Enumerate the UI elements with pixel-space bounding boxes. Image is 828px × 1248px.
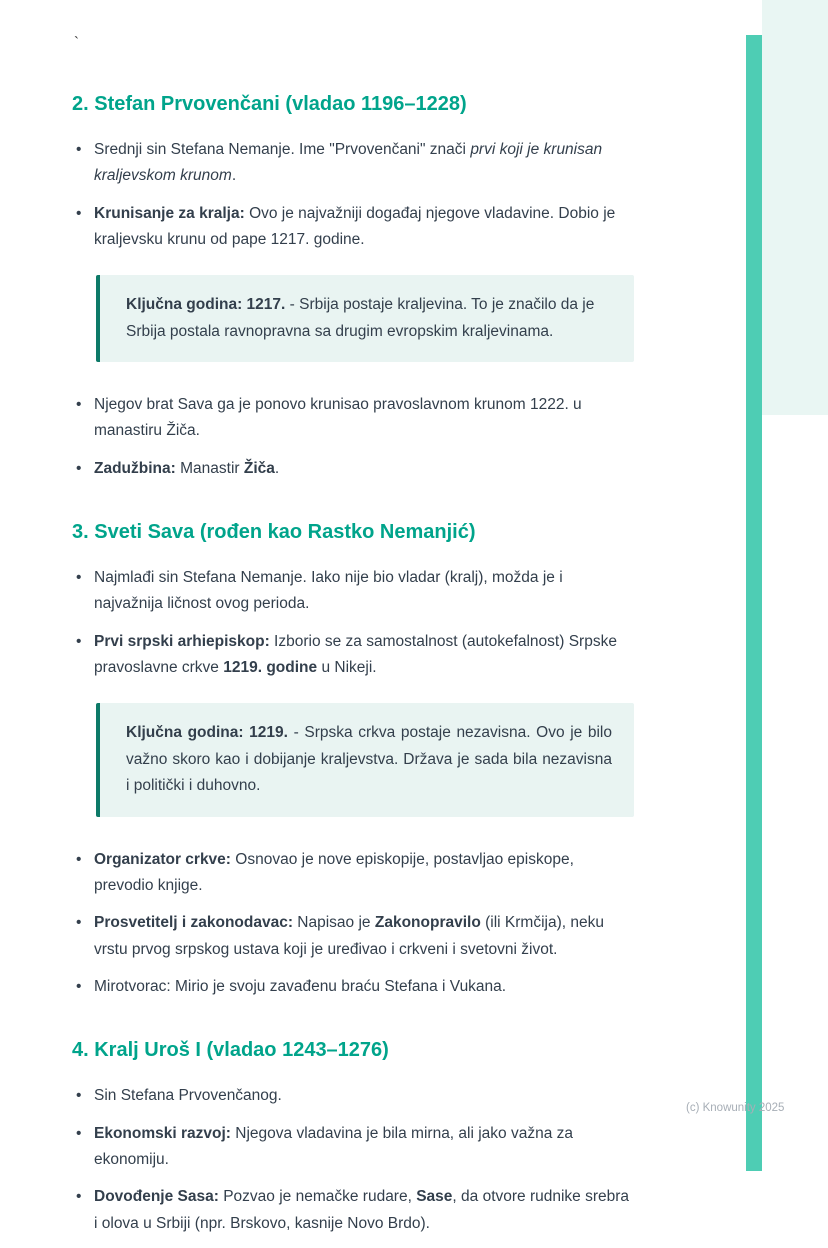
text-run: Zadužbina: xyxy=(94,459,176,477)
text-run: Ekonomski razvoj: xyxy=(94,1124,231,1142)
right-panel-background xyxy=(762,0,828,415)
text-run: - Srbija postaje kraljevina. To je značilo da je Srbija postala ravnopravna sa drugim evropskim kraljevinama. xyxy=(126,296,595,340)
bullet-item xyxy=(72,137,634,190)
text-run: Njegov brat Sava ga je ponovo krunisao pravoslavnom krunom 1222. u manastiru Žiča. xyxy=(94,396,582,440)
text-run: (ili Krmčija), neku vrstu prvog srpskog ustava koji je uređivao i crkveni i svetovni život. xyxy=(94,914,604,958)
bullet-list xyxy=(72,137,634,253)
text-run: Manastir xyxy=(175,459,244,477)
section-heading: 4. Kralj Uroš I (vladao 1243–1276) xyxy=(72,1039,389,1062)
text-run: u Nikeji. xyxy=(317,659,377,677)
text-run: - Srpska crkva postaje nezavisna. Ovo je bilo važno skoro kao i dobijanje kraljevstva. Država je sada bila nezavisna i politički i duhovno. xyxy=(126,724,612,795)
text-run: Njegova vladavina je bila mirna, ali jako važna za ekonomiju. xyxy=(94,1124,574,1168)
bullet-item xyxy=(72,1121,634,1174)
bullet-item xyxy=(72,910,634,963)
text-run: Krunisanje za kralja: xyxy=(94,204,245,222)
text-run: Srednji sin Stefana Nemanje. Ime "Prvovenčani" znači xyxy=(94,141,471,158)
text-run: Pozvao je nemačke rudare, xyxy=(218,1188,417,1206)
bullet-list xyxy=(72,847,634,1001)
text-run: Prosvetitelj i zakonodavac: xyxy=(94,914,293,932)
text-run: Prvi srpski arhiepiskop: xyxy=(94,632,270,650)
bullet-item xyxy=(72,456,634,482)
text-run: Mirotvorac: Mirio je svoju zavađenu braću Stefana i Vukana. xyxy=(94,977,507,995)
text-run: Sin Stefana Prvovenčanog. xyxy=(94,1087,282,1105)
text-run: . xyxy=(274,459,280,477)
text-run: Dovođenje Sasa: xyxy=(94,1188,219,1206)
text-run: Ovo je najvažniji događaj njegove vladavine. Dobio je kraljevsku krunu od pape 1217. godine. xyxy=(94,204,616,249)
text-run: Ključna godina: 1219. xyxy=(126,724,288,742)
right-accent-bar xyxy=(746,35,762,1171)
bullet-list xyxy=(72,1083,634,1237)
text-run: Sase xyxy=(416,1188,453,1206)
callout-box xyxy=(96,703,634,816)
text-run: , da otvore rudnike srebra i olova u Srbiji (npr. Brskovo, kasnije Novo Brdo). xyxy=(94,1188,630,1232)
bullet-list xyxy=(72,565,634,681)
text-run: Napisao je xyxy=(293,914,375,932)
bullet-item xyxy=(72,1083,634,1109)
text-run: . xyxy=(231,167,237,185)
bullet-item xyxy=(72,201,634,254)
knowunity-watermark: (c) Knowunity 2025 xyxy=(686,1102,785,1114)
section-heading: 2. Stefan Prvovenčani (vladao 1196–1228) xyxy=(72,93,467,115)
text-run: Organizator crkve: xyxy=(94,850,231,868)
text-run: Žiča xyxy=(243,459,275,477)
text-run: Osnovao je nove episkopije, postavljao episkope, prevodio knjige. xyxy=(94,850,574,894)
section-heading: 3. Sveti Sava (rođen kao Rastko Nemanjić) xyxy=(72,521,476,544)
bullet-item xyxy=(72,565,634,618)
bullet-item xyxy=(72,847,634,900)
text-run: Najmlađi sin Stefana Nemanje. Iako nije bio vladar (kralj), možda je i najvažnija ličnost ovog perioda. xyxy=(94,569,563,613)
bullet-item xyxy=(72,629,634,682)
text-run: Ključna godina: 1217. xyxy=(126,296,286,314)
bullet-item xyxy=(72,1184,634,1237)
bullet-item xyxy=(72,974,634,1000)
text-run: 1219. godine xyxy=(223,659,318,677)
stray-backtick-char: ` xyxy=(74,34,79,51)
bullet-item xyxy=(72,392,634,445)
text-run: prvi koji je krunisan kraljevskom krunom xyxy=(94,141,603,185)
callout-box xyxy=(96,275,634,362)
text-run: Zakonopravilo xyxy=(374,914,481,932)
document-content xyxy=(72,92,634,1248)
text-run: Izborio se za samostalnost (autokefalnost) Srpske pravoslavne crkve xyxy=(94,632,617,677)
bullet-list xyxy=(72,392,634,482)
